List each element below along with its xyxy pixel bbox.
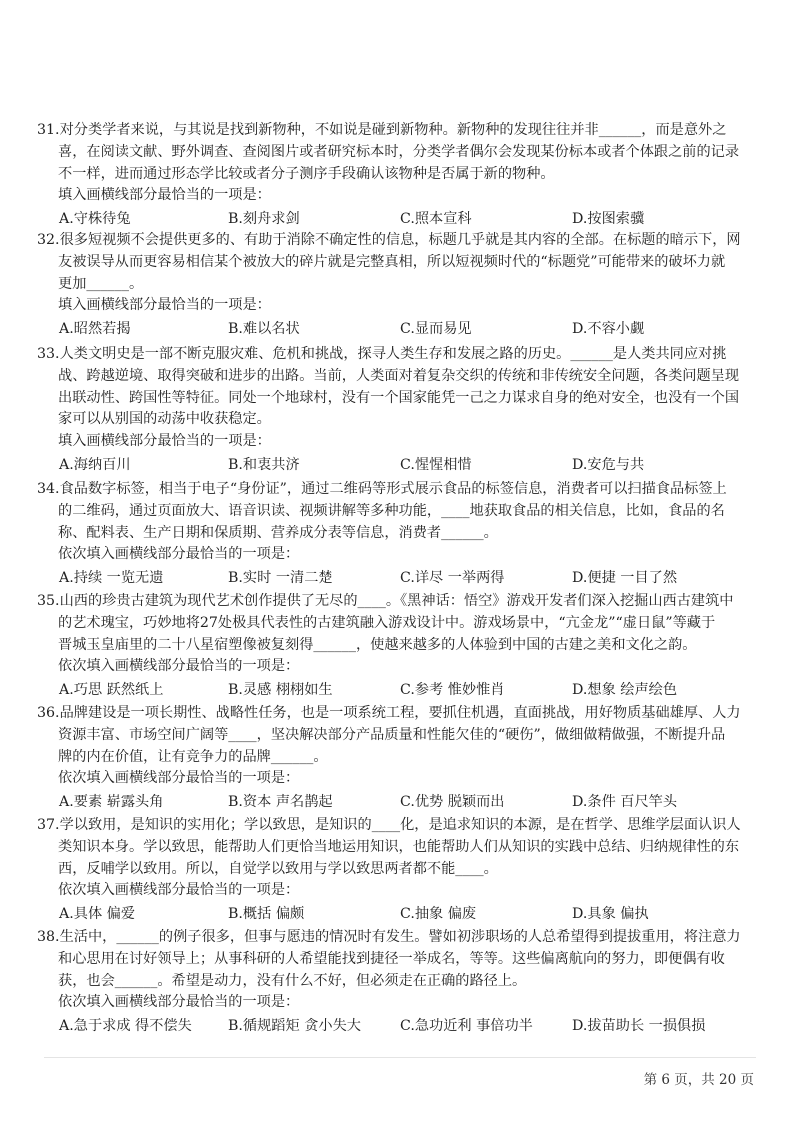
stem-line: 晋城玉皇庙里的二十八星宿塑像被复刻得______，使越来越多的人体验到中国的古建之美和文化之韵。 — [58, 636, 697, 653]
option-a[interactable]: A.昭然若揭 — [59, 321, 131, 338]
option-b[interactable]: B.刻舟求剑 — [228, 211, 300, 228]
option-a[interactable]: A.具体 偏爱 — [59, 906, 136, 923]
stem-line: 37.学以致用，是知识的实用化；学以致思，是知识的____化，是追求知识的本源，是在哲学、思维学层面认识人 — [37, 817, 741, 833]
question-prompt: 填入画横线部分最恰当的一项是： — [58, 433, 271, 450]
footer-divider — [44, 1057, 756, 1058]
option-c[interactable]: C.优势 脱颖而出 — [400, 794, 505, 811]
question-prompt: 依次填入画横线部分最恰当的一项是： — [58, 770, 300, 787]
option-c[interactable]: C.急功近利 事倍功半 — [400, 1018, 533, 1035]
option-b[interactable]: B.概括 偏颇 — [228, 906, 305, 923]
option-row — [37, 207, 749, 232]
option-d[interactable]: D.按图索骥 — [572, 211, 645, 228]
question-stem — [37, 927, 749, 992]
option-d[interactable]: D.想象 绘声绘色 — [572, 682, 678, 699]
stem-line: 获，也会______。希望是动力，没有什么不好，但必须走在正确的路径上。 — [58, 972, 527, 989]
stem-line: 32.很多短视频不会提供更多的、有助于消除不确定性的信息，标题几乎就是其内容的全部。在标题的暗示下，网 — [37, 232, 741, 248]
option-c[interactable]: C.详尽 一举两得 — [400, 570, 505, 587]
question-stem — [37, 703, 749, 768]
question-36 — [37, 703, 749, 815]
option-a[interactable]: A.急于求成 得不偿失 — [59, 1018, 192, 1035]
question-32 — [37, 230, 749, 342]
stem-line: 更加______。 — [58, 275, 144, 292]
option-a[interactable]: A.持续 一览无遗 — [59, 570, 164, 587]
stem-line: 的二维码，通过页面放大、语音识读、视频讲解等多种功能，____地获取食品的相关信息，比如，食品的名 — [58, 502, 725, 519]
option-d[interactable]: D.便捷 一目了然 — [572, 570, 678, 587]
question-37 — [37, 815, 749, 927]
stem-line: 家可以从别国的动荡中收获稳定。 — [58, 411, 271, 428]
stem-line: 类知识本身。学以致思，能帮助人们更恰当地运用知识，也能帮助人们从知识的实践中总结、归纳规律性的东 — [58, 838, 740, 855]
option-d[interactable]: D.安危与共 — [572, 456, 645, 473]
option-d[interactable]: D.条件 百尺竿头 — [572, 794, 678, 811]
question-stem — [37, 230, 749, 295]
stem-line: 33.人类文明史是一部不断克服灾难、危机和挑战，探寻人类生存和发展之路的历史。______是人类共同应对挑 — [37, 346, 727, 362]
option-b[interactable]: B.资本 声名鹊起 — [228, 794, 333, 811]
question-prompt: 依次填入画横线部分最恰当的一项是： — [58, 994, 300, 1011]
stem-line: 34.食品数字标签，相当于电子“身份证”，通过二维码等形式展示食品的标签信息，消费者可以扫描食品标签上 — [37, 481, 727, 497]
stem-line: 31.对分类学者来说，与其说是找到新物种，不如说是碰到新物种。新物种的发现往往并非______，而是意外之 — [37, 122, 727, 138]
stem-line: 的艺术瑰宝，巧妙地将27处极具代表性的古建筑融入游戏设计中。游戏场景中，“亢金龙”“虚日鼠”等藏于 — [58, 614, 716, 631]
option-d[interactable]: D.具象 偏执 — [572, 906, 649, 923]
option-row — [37, 1014, 749, 1039]
option-a[interactable]: A.海纳百川 — [59, 456, 131, 473]
question-stem — [37, 479, 749, 544]
question-prompt: 依次填入画横线部分最恰当的一项是： — [58, 546, 300, 563]
option-c[interactable]: C.抽象 偏废 — [400, 906, 477, 923]
option-c[interactable]: C.显而易见 — [400, 321, 472, 338]
option-d[interactable]: D.拔苗助长 一损俱损 — [572, 1018, 706, 1035]
option-row — [37, 902, 749, 927]
question-stem — [37, 591, 749, 656]
option-row — [37, 790, 749, 815]
question-prompt: 填入画横线部分最恰当的一项是： — [58, 187, 271, 204]
question-34 — [37, 479, 749, 591]
question-prompt: 依次填入画横线部分最恰当的一项是： — [58, 658, 300, 675]
stem-line: 资源丰富、市场空间广阔等____，坚决解决部分产品质量和性能欠佳的“硬伤”，做细做精做强，不断提升品 — [58, 726, 726, 743]
option-a[interactable]: A.要素 崭露头角 — [59, 794, 164, 811]
option-b[interactable]: B.难以名状 — [228, 321, 300, 338]
stem-line: 35.山西的珍贵古建筑为现代艺术创作提供了无尽的____。《黑神话：悟空》游戏开发者们深入挖掘山西古建筑中 — [37, 593, 734, 609]
option-b[interactable]: B.循规蹈矩 贪小失大 — [228, 1018, 361, 1035]
question-prompt: 依次填入画横线部分最恰当的一项是： — [58, 882, 300, 899]
option-row — [37, 566, 749, 591]
option-b[interactable]: B.实时 一清二楚 — [228, 570, 333, 587]
question-35 — [37, 591, 749, 703]
option-d[interactable]: D.不容小觑 — [572, 321, 645, 338]
stem-line: 称、配料表、生产日期和保质期、营养成分表等信息，消费者______。 — [58, 524, 498, 541]
option-row — [37, 678, 749, 703]
option-c[interactable]: C.惺惺相惜 — [400, 456, 472, 473]
option-a[interactable]: A.守株待兔 — [59, 211, 131, 228]
question-stem — [37, 815, 749, 880]
question-stem — [37, 344, 749, 431]
option-row — [37, 317, 749, 342]
question-33 — [37, 344, 749, 478]
option-row — [37, 453, 749, 478]
option-b[interactable]: B.和衷共济 — [228, 456, 300, 473]
stem-line: 战、跨越逆境、取得突破和进步的出路。当前，人类面对着复杂交织的传统和非传统安全问题，各类问题呈现 — [58, 367, 740, 384]
stem-line: 喜，在阅读文献、野外调查、查阅图片或者研究标本时，分类学者偶尔会发现某份标本或者个体跟之前的记录 — [58, 143, 740, 160]
stem-line: 牌的内在价值，让有竞争力的品牌______。 — [58, 748, 328, 765]
stem-line: 38.生活中，______的例子很多，但事与愿违的情况时有发生。譬如初涉职场的人总希望得到提拔重用，将注意力 — [37, 929, 741, 945]
question-stem — [37, 120, 749, 185]
stem-line: 西，反哺学以致用。所以，自觉学以致用与学以致思两者都不能____。 — [58, 860, 498, 877]
page-number: 第 6 页，共 20 页 — [643, 1072, 754, 1088]
question-38 — [37, 927, 749, 1039]
question-prompt: 填入画横线部分最恰当的一项是： — [58, 297, 271, 314]
option-c[interactable]: C.参考 惟妙惟肖 — [400, 682, 505, 699]
option-b[interactable]: B.灵感 栩栩如生 — [228, 682, 333, 699]
stem-line: 不一样，进而通过形态学比较或者分子测序手段确认该物种是否属于新的物种。 — [58, 165, 555, 182]
option-a[interactable]: A.巧思 跃然纸上 — [59, 682, 164, 699]
stem-line: 和心思用在讨好领导上；从事科研的人希望能找到捷径一举成名，等等。这些偏离航向的努力，即便偶有收 — [58, 950, 725, 967]
option-c[interactable]: C.照本宣科 — [400, 211, 472, 228]
stem-line: 友被误导从而更容易相信某个被放大的碎片就是完整真相，所以短视频时代的“标题党”可能带来的破坏力就 — [58, 253, 726, 270]
stem-line: 36.品牌建设是一项长期性、战略性任务，也是一项系统工程，要抓住机遇，直面挑战，用好物质基础雄厚、人力 — [37, 705, 741, 721]
stem-line: 出联动性、跨国性等特征。同处一个地球村，没有一个国家能凭一己之力谋求自身的绝对安全，也没有一个国 — [58, 389, 740, 406]
question-31 — [37, 120, 749, 232]
